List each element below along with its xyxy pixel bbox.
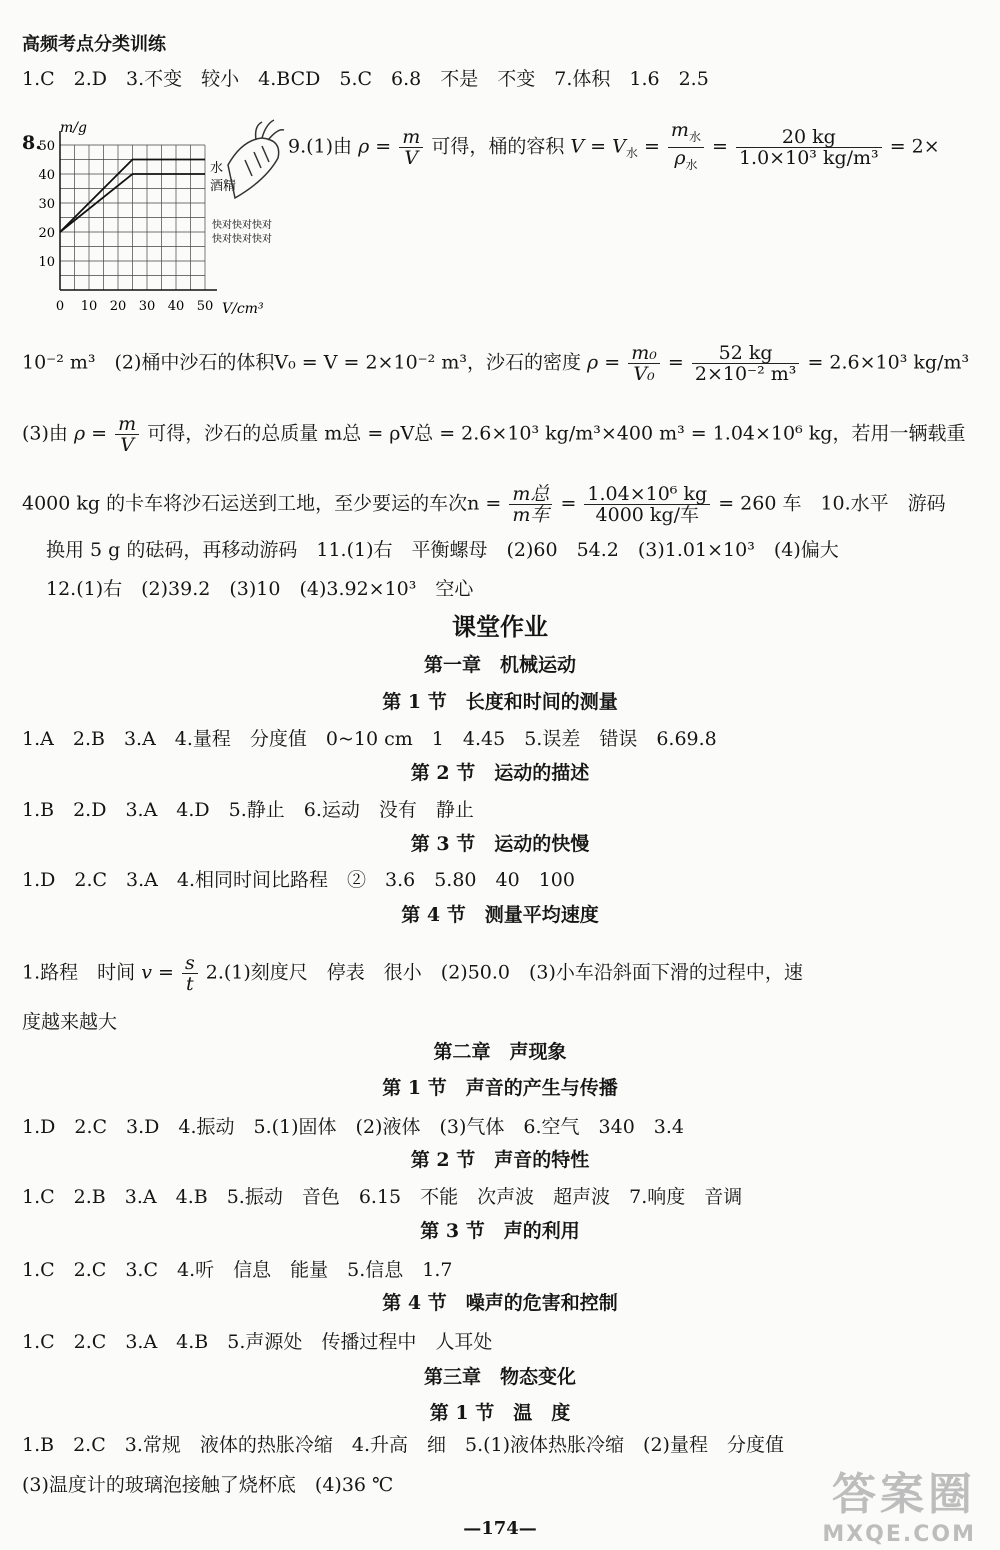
answers-row-f: 12.(1)右 (2)39.2 (3)10 (4)3.92×10³ 空心 (46, 578, 474, 600)
y-tick-label: 10 (38, 255, 55, 270)
x-tick-label: 40 (167, 299, 185, 314)
lesson-answers-cont: 度越来越大 (22, 1011, 118, 1033)
frac-den: 1.0×10³ kg/m³ (738, 146, 879, 169)
frac-den: 4000 kg/车 (595, 504, 700, 526)
lesson-title: 第 3 节 运动的快慢 (410, 833, 590, 855)
lesson-answers (22, 953, 803, 994)
decoration-text: 快对快对快对 (212, 234, 272, 245)
y-axis-label: m/g (60, 120, 87, 136)
rho-symbol: ρ = (73, 422, 108, 445)
decoration-text: 快对快对快对 (212, 220, 272, 231)
watermark-logo (822, 1458, 976, 1547)
section-header: 高频考点分类训练 (22, 34, 166, 55)
equals: = (712, 135, 728, 158)
lesson-title: 第 1 节 长度和时间的测量 (382, 691, 618, 713)
watermark-url: MXQE.COM (822, 1522, 976, 1547)
q9-line (288, 120, 940, 175)
answers-row-1: 1.C 2.D 3.不变 较小 4.BCD 5.C 6.8 不是 不变 7.体积 1.6 2.5 (22, 68, 709, 90)
x-tick-label: 10 (80, 299, 98, 314)
text: (3)由 (22, 422, 68, 445)
text: = 2.6×10³ kg/m³ (807, 351, 970, 374)
text: 10⁻² m³ (2)桶中沙石的体积V₀ = V = 2×10⁻² m³，沙石的密度 (22, 351, 581, 374)
frac-den: V₀ (633, 363, 655, 385)
lesson-answers: 1.D 2.C 3.D 4.振动 5.(1)固体 (2)液体 (3)气体 6.空气 340 3.4 (22, 1116, 684, 1138)
frac-num: s (182, 953, 198, 974)
lesson-answers: 1.D 2.C 3.A 4.相同时间比路程 ② 3.6 5.80 40 100 (22, 869, 575, 891)
lesson-answers: 1.B 2.D 3.A 4.D 5.静止 6.运动 没有 静止 (22, 799, 474, 821)
lesson-title: 第 3 节 声的利用 (420, 1220, 580, 1242)
lesson-answers: 1.C 2.B 3.A 4.B 5.振动 音色 6.15 不能 次声波 超声波 7.响度 音调 (22, 1186, 743, 1208)
water-series-label: 水 (210, 161, 224, 176)
q9-line-4 (22, 484, 946, 525)
lesson-title: 第 1 节 温 度 (429, 1402, 571, 1424)
subscript: 水 (625, 146, 638, 161)
x-tick-label: 50 (196, 299, 214, 314)
frac-num: 20 kg (736, 127, 882, 148)
lesson-title: 第 1 节 声音的产生与传播 (382, 1077, 618, 1099)
page-number: —174— (463, 1518, 537, 1539)
alcohol-series-label: 酒精 (210, 179, 237, 194)
q9-line-3 (22, 414, 965, 455)
y-tick-label: 20 (38, 226, 55, 241)
q9-text: = 2× (889, 135, 940, 158)
frac-num: m (399, 127, 423, 148)
y-tick-label: 40 (38, 168, 55, 183)
x-tick-label: 20 (109, 299, 127, 314)
frac-den: ρ (674, 146, 686, 169)
lesson-title: 第 2 节 声音的特性 (410, 1149, 590, 1171)
chapter-title: 第二章 声现象 (433, 1041, 567, 1063)
subscript: 水 (688, 129, 701, 144)
mass-volume-chart (30, 110, 290, 325)
q9-text: 9.(1)由 (288, 135, 353, 158)
lesson-answers: 1.A 2.B 3.A 4.量程 分度值 0~10 cm 1 4.45 5.误差 错误 6.69.8 (22, 728, 717, 750)
text: 1.路程 时间 (22, 961, 136, 984)
lesson-answers-cont: (3)温度计的玻璃泡接触了烧杯底 (4)36 ℃ (22, 1474, 394, 1496)
chart-grid (60, 145, 205, 290)
rho-symbol: ρ = (587, 351, 621, 374)
equals: = (667, 351, 684, 374)
frac-den: m车 (512, 504, 550, 526)
answers-row-e: 换用 5 g 的砝码，再移动游码 11.(1)右 平衡螺母 (2)60 54.2 (3)1.01×10³ (4)偏大 (46, 539, 839, 561)
x-tick-label: 0 (55, 299, 65, 314)
frac-den: V (120, 434, 135, 456)
frac-num: 1.04×10⁶ kg (584, 484, 710, 505)
lesson-title: 第 4 节 噪声的危害和控制 (382, 1292, 618, 1314)
rho-symbol: ρ = (358, 135, 392, 158)
q8-label: 8. (22, 132, 42, 154)
frac-num: 52 kg (692, 343, 800, 364)
x-tick-label: 30 (138, 299, 156, 314)
watermark-text: 答案圈 (832, 1469, 976, 1520)
equals: = (643, 135, 660, 158)
text: 2.(1)刻度尺 停表 很小 (2)50.0 (3)小车沿斜面下滑的过程中，速 (205, 961, 803, 984)
x-axis-label: V/cm³ (222, 301, 264, 317)
section-title: 课堂作业 (452, 612, 548, 641)
lesson-title: 第 4 节 测量平均速度 (401, 904, 599, 926)
y-tick-label: 50 (38, 139, 55, 154)
lesson-answers: 1.B 2.C 3.常规 液体的热胀冷缩 4.升高 细 5.(1)液体热胀冷缩 (2)量程 分度值 (22, 1434, 784, 1456)
text: 4000 kg 的卡车将沙石运送到工地，至少要运的车次n = (22, 492, 502, 515)
subscript: 水 (685, 157, 698, 172)
equals: = (560, 492, 577, 515)
frac-den: V (404, 146, 419, 169)
frac-num: m (115, 414, 139, 435)
frac-num: m总 (509, 484, 552, 505)
frac-num: m₀ (628, 343, 660, 364)
frac-num: m (670, 119, 689, 141)
text: = 260 车 10.水平 游码 (718, 492, 946, 515)
chart-axes (60, 131, 217, 290)
q9-text: 可得，桶的容积 (431, 135, 565, 158)
carrot-doodle (228, 120, 284, 198)
lesson-title: 第 2 节 运动的描述 (410, 762, 590, 784)
lesson-answers: 1.C 2.C 3.C 4.听 信息 能量 5.信息 1.7 (22, 1259, 453, 1281)
speed-symbol: v = (141, 961, 174, 984)
y-tick-label: 30 (38, 197, 55, 212)
frac-den: 2×10⁻² m³ (694, 363, 797, 385)
chapter-title: 第一章 机械运动 (423, 654, 576, 676)
chapter-title: 第三章 物态变化 (423, 1366, 576, 1388)
q9-line-2 (22, 343, 969, 384)
text: 可得，沙石的总质量 m总 = ρV总 = 2.6×10³ kg/m³×400 m³ = 1.04×10⁶ kg，若用一辆载重 (147, 422, 966, 445)
frac-den: t (186, 973, 194, 995)
volume-eq: V = V (570, 135, 626, 158)
lesson-answers: 1.C 2.C 3.A 4.B 5.声源处 传播过程中 人耳处 (22, 1331, 493, 1353)
